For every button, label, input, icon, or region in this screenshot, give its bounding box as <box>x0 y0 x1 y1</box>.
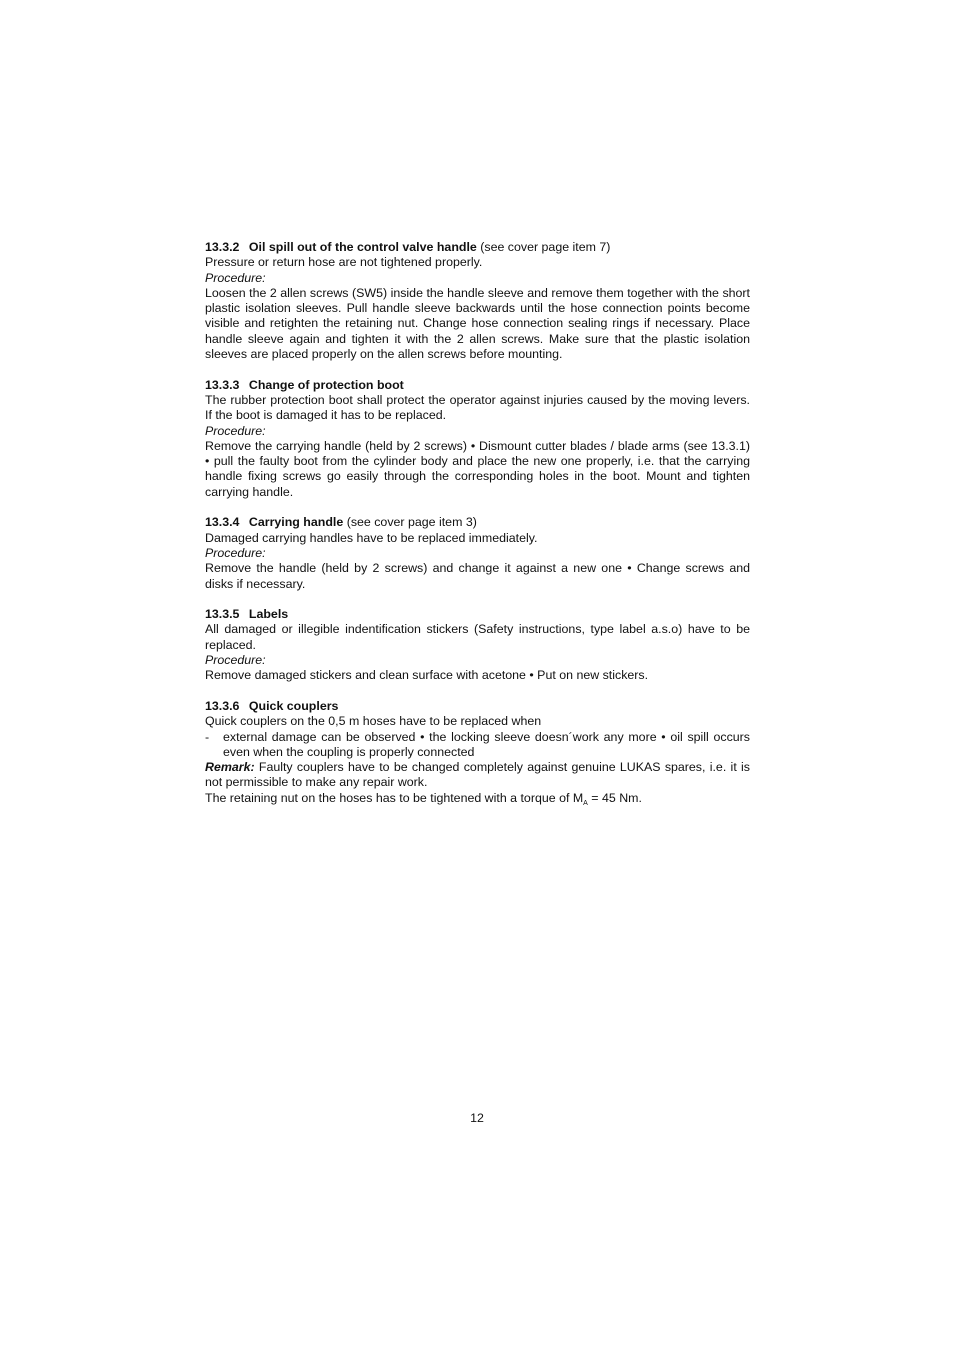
torque-prefix: The retaining nut on the hoses has to be tightened with a torque of M <box>205 790 584 805</box>
section-number: 13.3.6 <box>205 698 240 713</box>
page-number: 12 <box>470 1111 484 1125</box>
section-heading <box>205 699 750 714</box>
procedure-text: Remove the handle (held by 2 screws) and change it against a new one • Change screws and disks if necessary. <box>205 561 750 591</box>
section-intro: Damaged carrying handles have to be replaced immediately. <box>205 530 538 545</box>
list-item <box>205 730 750 761</box>
section-title: Carrying handle <box>248 515 344 530</box>
section-heading <box>205 607 750 622</box>
list-item-text: external damage can be observed • the locking sleeve doesn´work any more • oil spill occurs even when the coupling is properly connected <box>223 729 750 759</box>
torque-subscript: A <box>583 799 588 807</box>
procedure-label: Procedure: <box>205 423 266 438</box>
section-intro: The rubber protection boot shall protect the operator against injuries caused by the moving levers. If the boot is damaged it has to be replaced. <box>205 392 750 423</box>
section-reference: (see cover page item 7) <box>480 240 611 254</box>
section-13-3-2 <box>205 240 750 362</box>
torque-suffix: = 45 Nm. <box>587 790 642 805</box>
section-title: Quick couplers <box>248 698 339 713</box>
procedure-label: Procedure: <box>205 270 266 285</box>
section-title: Oil spill out of the control valve handle <box>248 240 477 254</box>
section-reference: (see cover page item 3) <box>346 515 477 530</box>
section-heading <box>205 240 750 255</box>
procedure-label: Procedure: <box>205 545 266 560</box>
procedure-text: Remove the carrying handle (held by 2 screws) • Dismount cutter blades / blade arms (see 13.3.1) • pull the faulty boot from the cylinder body and place the new one properly, i.e. that the carrying handle fixing screws go easily through the corresponding holes in the boot. Mount and tighten carrying handle. <box>205 438 750 499</box>
section-intro: Quick couplers on the 0,5 m hoses have to be replaced when <box>205 714 542 729</box>
remark <box>205 760 750 791</box>
section-number: 13.3.2 <box>205 240 240 254</box>
procedure-text: Loosen the 2 allen screws (SW5) inside the handle sleeve and remove them together with the short plastic isolation sleeves. Pull handle sleeve backwards until the hose connection points become visible and retighten the retaining nut. Change hose connection sealing rings if necessary. Place handle sleeve again and tighten it with the 2 allen screws. Make sure that the plastic isolation sleeves are placed properly on the allen screws before mounting. <box>205 285 750 362</box>
remark-label: Remark: <box>205 760 255 775</box>
section-intro: All damaged or illegible indentification stickers (Safety instructions, type label a.s.o) have to be replaced. <box>205 622 750 652</box>
torque-note <box>205 791 750 811</box>
procedure-label: Procedure: <box>205 653 266 668</box>
section-heading <box>205 378 750 393</box>
section-title: Labels <box>248 607 289 622</box>
section-13-3-4 <box>205 515 750 591</box>
procedure-text: Remove damaged stickers and clean surface with acetone • Put on new stickers. <box>205 668 649 683</box>
section-number: 13.3.5 <box>205 607 240 622</box>
page-content <box>205 240 750 826</box>
section-13-3-5 <box>205 607 750 683</box>
section-13-3-3 <box>205 378 750 500</box>
section-13-3-6 <box>205 699 750 811</box>
section-heading <box>205 515 750 530</box>
section-number: 13.3.3 <box>205 377 240 392</box>
list-dash: - <box>205 729 210 744</box>
section-number: 13.3.4 <box>205 515 240 530</box>
section-intro: Pressure or return hose are not tightened properly. <box>205 255 483 270</box>
section-title: Change of protection boot <box>248 377 404 392</box>
remark-text: Faulty couplers have to be changed completely against genuine LUKAS spares, i.e. it is not permissible to make any repair work. <box>205 760 750 790</box>
